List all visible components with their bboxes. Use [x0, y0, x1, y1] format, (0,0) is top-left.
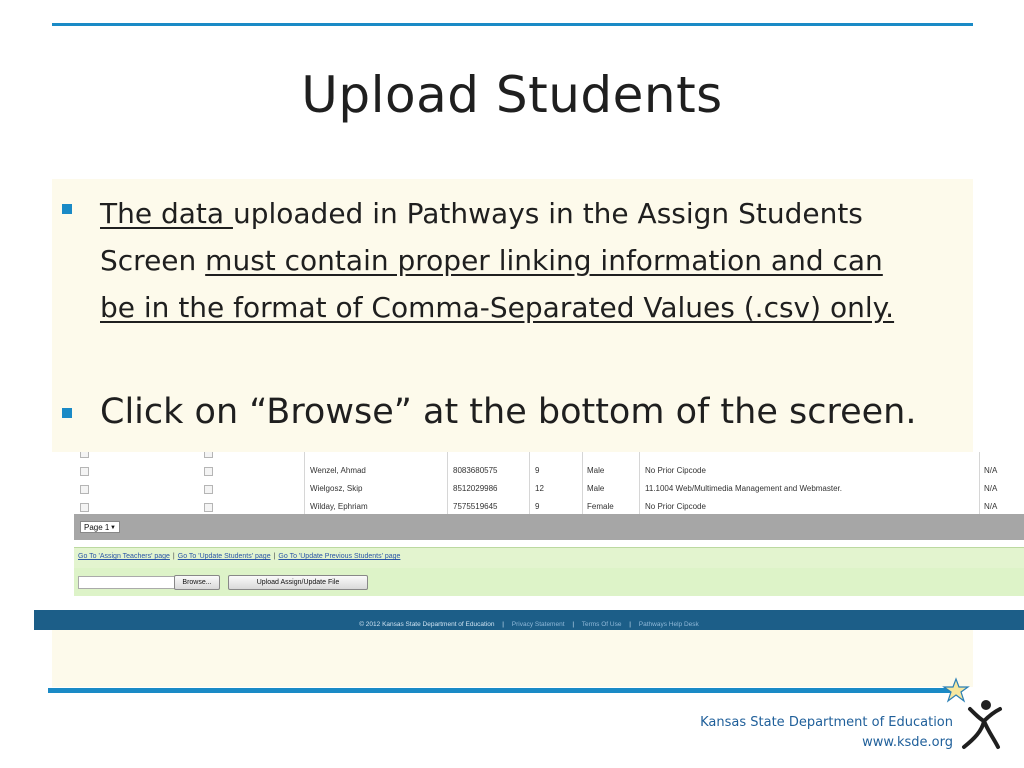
link-update-previous-students[interactable]: Go To 'Update Previous Students' page: [278, 553, 401, 560]
footer-link-help-desk[interactable]: Pathways Help Desk: [638, 621, 699, 628]
student-cipcode: No Prior Cipcode: [645, 502, 706, 511]
upload-file-button[interactable]: Upload Assign/Update File: [228, 575, 368, 590]
student-gender: Female: [587, 502, 614, 511]
student-phone: 8083680575: [453, 466, 498, 475]
checkbox-icon[interactable]: [80, 452, 89, 458]
footer-link-terms[interactable]: Terms Of Use: [581, 621, 622, 628]
link-assign-teachers[interactable]: Go To 'Assign Teachers' page: [78, 553, 170, 560]
link-separator: |: [172, 553, 175, 560]
student-gender: Male: [587, 484, 605, 493]
footer-separator: |: [629, 621, 631, 628]
footer-separator: |: [572, 621, 575, 628]
bullet-plain-text: uploaded in Pathways in the Assign Students Screen: [100, 197, 863, 277]
slide-title: Upload Students: [301, 66, 723, 124]
student-grade: 9: [535, 502, 540, 511]
bullet-underlined-requirement: must contain proper linking information and can be in the format of Comma-Separated Values (.csv) only.: [100, 244, 895, 324]
link-separator: |: [273, 553, 276, 560]
checkbox-icon[interactable]: [204, 503, 213, 512]
student-cipcode: 11.1004 Web/Multimedia Management and Webmaster.: [645, 484, 842, 493]
bullet-text: [100, 190, 900, 331]
student-phone: 8512029986: [453, 484, 498, 493]
screenshot-margin: [34, 452, 74, 630]
file-path-input[interactable]: [78, 576, 176, 589]
student-name: Wenzel, Ahmad: [310, 466, 366, 475]
site-footer: [34, 610, 1024, 630]
upload-bar: [74, 568, 1024, 596]
org-name: Kansas State Department of Education: [700, 715, 953, 730]
student-name: Wilday, Ephriam: [310, 502, 368, 511]
bullet-square-icon: [62, 408, 72, 418]
dropdown-caret-icon: ▼: [110, 525, 116, 531]
student-grade: 9: [535, 466, 540, 475]
org-url: www.ksde.org: [862, 735, 953, 750]
bullet-text: Click on “Browse” at the bottom of the screen.: [100, 392, 917, 432]
checkbox-icon[interactable]: [80, 485, 89, 494]
ksde-logo-icon: [940, 675, 1004, 755]
bottom-divider: [48, 688, 952, 693]
navigation-links: [74, 547, 1024, 568]
student-status: N/A: [984, 484, 998, 493]
bullet-square-icon: [62, 204, 72, 214]
bullet-underlined-the-data: The data: [100, 197, 233, 230]
pager-bar: [74, 514, 1024, 540]
footer-copyright: © 2012 Kansas State Department of Education: [359, 621, 495, 628]
checkbox-icon[interactable]: [204, 485, 213, 494]
pathways-screenshot: [34, 452, 1024, 630]
top-divider: [52, 23, 973, 26]
footer-separator: |: [502, 621, 504, 628]
page-select[interactable]: [80, 521, 120, 533]
table-row: [74, 461, 1024, 480]
student-status: N/A: [984, 466, 998, 475]
checkbox-icon[interactable]: [204, 452, 213, 458]
checkbox-icon[interactable]: [80, 503, 89, 512]
student-name: Wielgosz, Skip: [310, 484, 363, 493]
page-select-label: Page 1: [84, 523, 110, 532]
checkbox-icon[interactable]: [204, 467, 213, 476]
footer-link-privacy[interactable]: Privacy Statement: [511, 621, 565, 628]
student-cipcode: No Prior Cipcode: [645, 466, 706, 475]
table-row: [74, 479, 1024, 498]
student-gender: Male: [587, 466, 605, 475]
checkbox-icon[interactable]: [80, 467, 89, 476]
browse-button[interactable]: Browse...: [174, 575, 220, 590]
link-update-students[interactable]: Go To 'Update Students' page: [177, 553, 271, 560]
student-phone: 7575519645: [453, 502, 498, 511]
student-grade: 12: [535, 484, 544, 493]
student-status: N/A: [984, 502, 998, 511]
